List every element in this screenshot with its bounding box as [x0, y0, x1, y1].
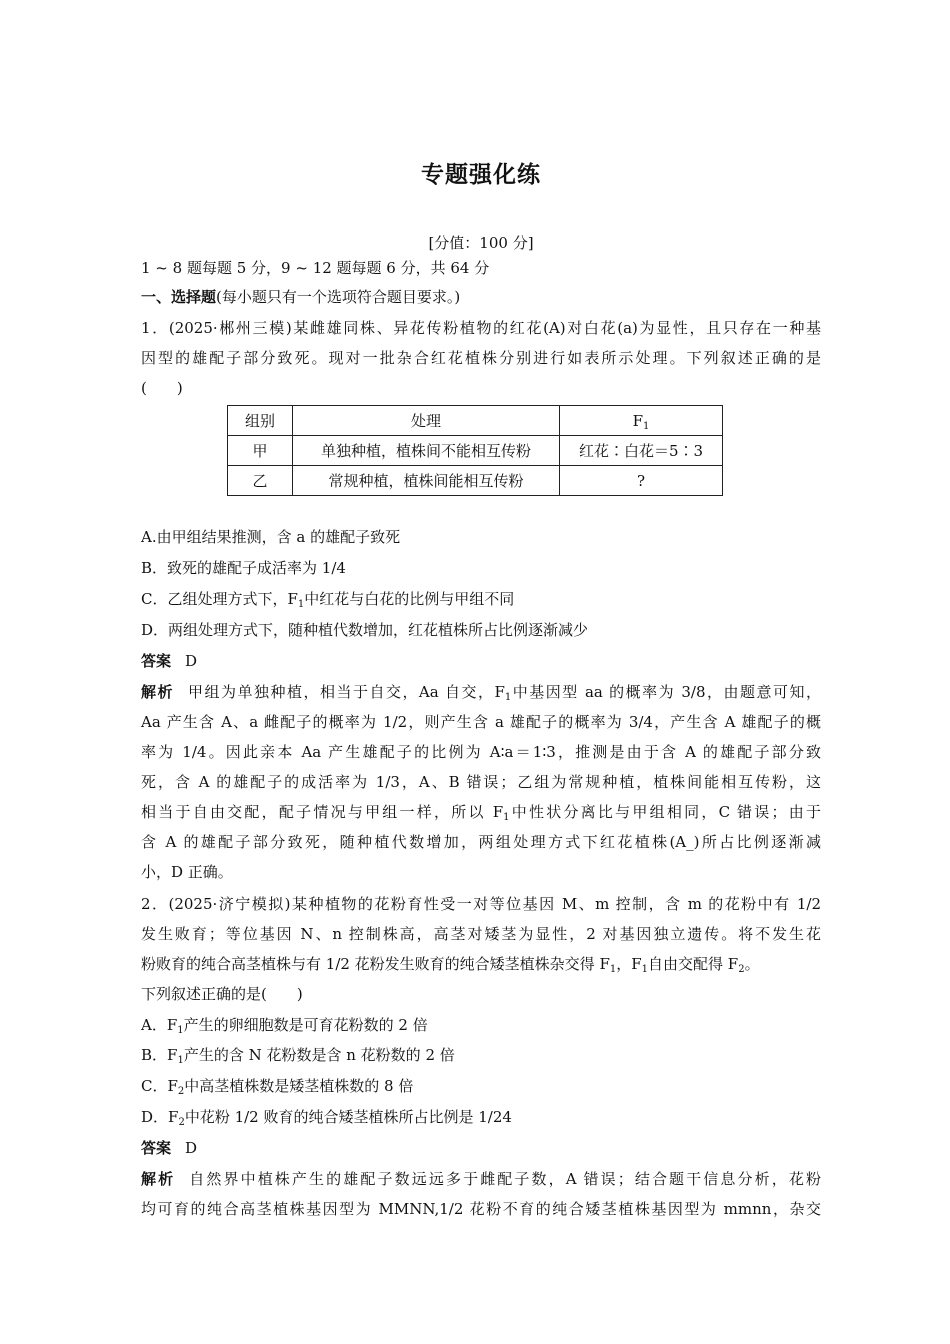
q1-option-b: B．致死的雄配子成活率为 1/4	[141, 559, 346, 577]
answer-value: D	[185, 1139, 198, 1157]
table-cell: 红花∶白花＝5∶3	[560, 436, 723, 466]
analysis-label: 解析	[141, 1170, 176, 1188]
q2-analysis-line-1: 解析 自然界中植株产生的雄配子数远远多于雌配子数，A 错误；结合题干信息分析，花粉	[141, 1170, 821, 1188]
q1-analysis-line-3: 率为 1/4。因此亲本 Aa 产生雄配子的比例为 A∶a＝1∶3，推测是由于含 A 的雄配子部分致	[141, 743, 821, 761]
q2-analysis-line-2: 均可育的纯合高茎植株基因型为 MMNN,1/2 花粉不育的纯合矮茎植株基因型为 mmnn，杂交	[141, 1200, 821, 1218]
analysis-label: 解析	[141, 683, 174, 701]
section-note: (每小题只有一个选项符合题目要求。)	[216, 288, 461, 306]
q1-option-a: A.由甲组结果推测，含 a 的雄配子致死	[141, 528, 401, 546]
table-cell: ?	[560, 466, 723, 496]
q2-answer	[141, 1138, 197, 1158]
q1-analysis-line-2: Aa 产生含 A、a 雌配子的概率为 1/2，则产生含 a 雄配子的概率为 3/4，产生含 A 雄配子的概	[141, 713, 821, 731]
q2-stem-line-2: 发生败育；等位基因 N、n 控制株高，高茎对矮茎为显性，2 对基因独立遗传。将不发生花	[141, 925, 821, 943]
q2-option-a: A．$F_1$产生的卵细胞数是可育花粉数的 2 倍	[141, 1016, 428, 1036]
table-header-cell: 组别	[228, 406, 293, 436]
table-row	[228, 436, 723, 466]
table-row	[228, 466, 723, 496]
answer-label: 答案	[141, 652, 172, 670]
q1-table	[227, 405, 723, 496]
section-heading	[141, 287, 460, 307]
table-header-cell: 处理	[293, 406, 560, 436]
q1-analysis-line-7: 小，D 正确。	[141, 863, 233, 881]
q1-analysis-line-4: 死，含 A 的雄配子的成活率为 1/3，A、B 错误；乙组为常规种植，植株间能相互传粉，这	[141, 773, 821, 791]
q1-analysis-line-6: 含 A 的雄配子部分致死，随种植代数增加，两组处理方式下红花植株(A_)所占比例逐渐减	[141, 833, 821, 851]
table-header-row	[228, 406, 723, 436]
table-cell: 甲	[228, 436, 293, 466]
q1-option-c: C．乙组处理方式下，$F_1$中红花与白花的比例与甲组不同	[141, 590, 515, 610]
page-title: 专题强化练	[421, 162, 541, 188]
q1-analysis-line-5: 相当于自由交配，配子情况与甲组一样，所以 $F_1$中性状分离比与甲组相同，C 错误；由于	[141, 803, 821, 823]
table-cell: 单独种植，植株间不能相互传粉	[293, 436, 560, 466]
table-header-cell: $F_1$	[560, 406, 723, 436]
score-breakdown: 1 ~ 8 题每题 5 分，9 ~ 12 题每题 6 分，共 64 分	[141, 259, 490, 277]
section-title: 一、选择题	[141, 288, 217, 306]
q2-option-c: C．$F_2$中高茎植株数是矮茎植株数的 8 倍	[141, 1077, 414, 1097]
q2-stem-line-1: 2．(2025·济宁模拟)某种植物的花粉育性受一对等位基因 M、m 控制，含 m 的花粉中有 1/2	[141, 895, 821, 913]
q1-stem-line-1: 1．(2025·郴州三模)某雌雄同株、异花传粉植物的红花(A)对白花(a)为显性，且只存在一种基	[141, 319, 821, 337]
q1-option-d: D．两组处理方式下，随种植代数增加，红花植株所占比例逐渐减少	[141, 621, 589, 639]
q1-stem-line-3: ( )	[141, 379, 183, 397]
table-cell: 乙	[228, 466, 293, 496]
q1-answer	[141, 651, 197, 671]
q1-stem-line-2: 因型的雄配子部分致死。现对一批杂合红花植株分别进行如表所示处理。下列叙述正确的是	[141, 349, 821, 367]
table-cell: 常规种植，植株间能相互传粉	[293, 466, 560, 496]
q2-stem-line-3: 粉败育的纯合高茎植株与有 1/2 花粉发生败育的纯合矮茎植株杂交得 $F_1$，$F_1$自由交配得 $F_2$。	[141, 955, 760, 975]
answer-value: D	[185, 652, 198, 670]
answer-label: 答案	[141, 1139, 172, 1157]
q1-analysis-line-1: 解析 甲组为单独种植，相当于自交，Aa 自交，$F_1$中基因型 aa 的概率为 3/8，由题意可知，	[141, 683, 821, 703]
q2-option-d: D．$F_2$中花粉 1/2 败育的纯合矮茎植株所占比例是 1/24	[141, 1108, 512, 1128]
score-info: [分值：100 分]	[428, 234, 534, 252]
q2-stem-line-4: 下列叙述正确的是( )	[141, 985, 303, 1003]
q2-option-b: B．$F_1$产生的含 N 花粉数是含 n 花粉数的 2 倍	[141, 1046, 455, 1066]
